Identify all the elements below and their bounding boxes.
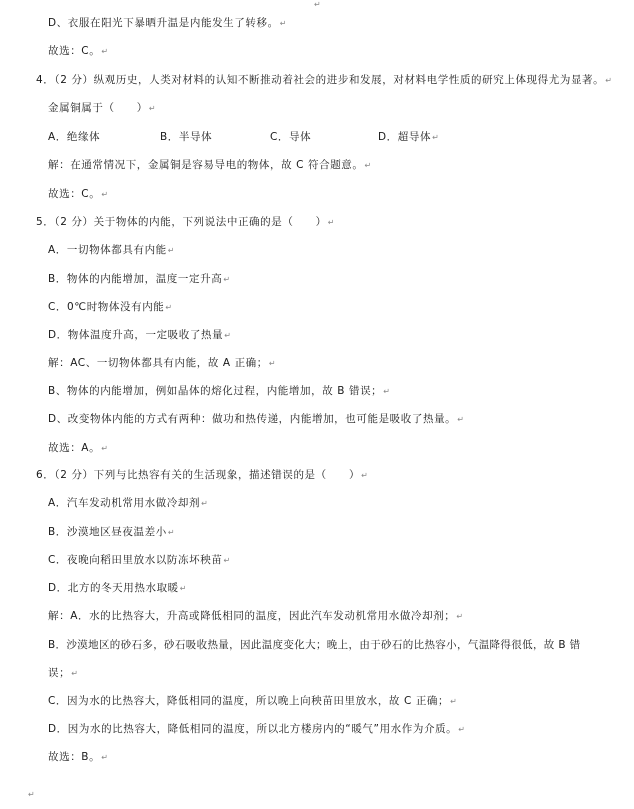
question-4-option-b: B．半导体 bbox=[160, 131, 213, 143]
text-line: D．物体温度升高，一定吸收了热量↵ bbox=[48, 329, 232, 341]
text-line: 故选：A。↵ bbox=[48, 442, 109, 454]
text-line: 故选：C。↵ bbox=[48, 45, 109, 57]
text-line: 解：在通常情况下，金属铜是容易导电的物体，故 C 符合题意。↵ bbox=[48, 159, 372, 171]
text-line: A．一切物体都具有内能↵ bbox=[48, 244, 176, 256]
bottom-paragraph-mark: ↵ bbox=[28, 790, 35, 799]
text-line: 解：A．水的比热容大，升高或降低相同的温度，因此汽车发动机常用水做冷却剂；↵ bbox=[48, 610, 464, 622]
text-line: D．北方的冬天用热水取暖↵ bbox=[48, 582, 188, 594]
text-line: B．物体的内能增加，温度一定升高↵ bbox=[48, 273, 231, 285]
text-line: 故选：B。↵ bbox=[48, 751, 109, 763]
text-line: 金属铜属于（ ）↵ bbox=[48, 102, 157, 114]
question-4-stem: 4．（2 分）纵观历史，人类对材料的认知不断推动着社会的进步和发展，对材料电学性质的研究上体现得尤为显著。↵ bbox=[36, 74, 613, 86]
text-line: C．因为水的比热容大，降低相同的温度，所以晚上向秧苗田里放水，故 C 正确；↵ bbox=[48, 695, 458, 707]
text-line: 解：AC、一切物体都具有内能，故 A 正确；↵ bbox=[48, 357, 277, 369]
question-6-stem: 6．（2 分）下列与比热容有关的生活现象，描述错误的是（ ）↵ bbox=[36, 469, 369, 481]
text-line: 误；↵ bbox=[48, 667, 79, 679]
top-paragraph-mark: ↵ bbox=[314, 0, 321, 9]
text-line: B．沙漠地区昼夜温差小↵ bbox=[48, 526, 176, 538]
text-line: B、物体的内能增加，例如晶体的熔化过程，内能增加，故 B 错误；↵ bbox=[48, 385, 391, 397]
text-line: 故选：C。↵ bbox=[48, 188, 109, 200]
text-line: C．夜晚向稻田里放水以防冻坏秧苗↵ bbox=[48, 554, 231, 566]
text-line: D、改变物体内能的方式有两种：做功和热传递，内能增加，也可能是吸收了热量。↵ bbox=[48, 413, 465, 425]
question-4-option-a: A．绝缘体 bbox=[48, 131, 101, 143]
text-line: A．汽车发动机常用水做冷却剂↵ bbox=[48, 497, 209, 509]
question-4-option-c: C．导体 bbox=[270, 131, 312, 143]
text-line: B．沙漠地区的砂石多，砂石吸收热量，因此温度变化大；晚上，由于砂石的比热容小，气温降得很低，故 B 错 bbox=[48, 639, 581, 651]
question-4-option-d: D．超导体↵ bbox=[378, 131, 440, 143]
text-line: D．因为水的比热容大，降低相同的温度，所以北方楼房内的“暖气”用水作为介质。↵ bbox=[48, 723, 466, 735]
text-line: C．0℃时物体没有内能↵ bbox=[48, 301, 173, 313]
question-5-stem: 5．（2 分）关于物体的内能，下列说法中正确的是（ ）↵ bbox=[36, 216, 336, 228]
text-line: D、衣服在阳光下暴晒升温是内能发生了转移。↵ bbox=[48, 17, 287, 29]
